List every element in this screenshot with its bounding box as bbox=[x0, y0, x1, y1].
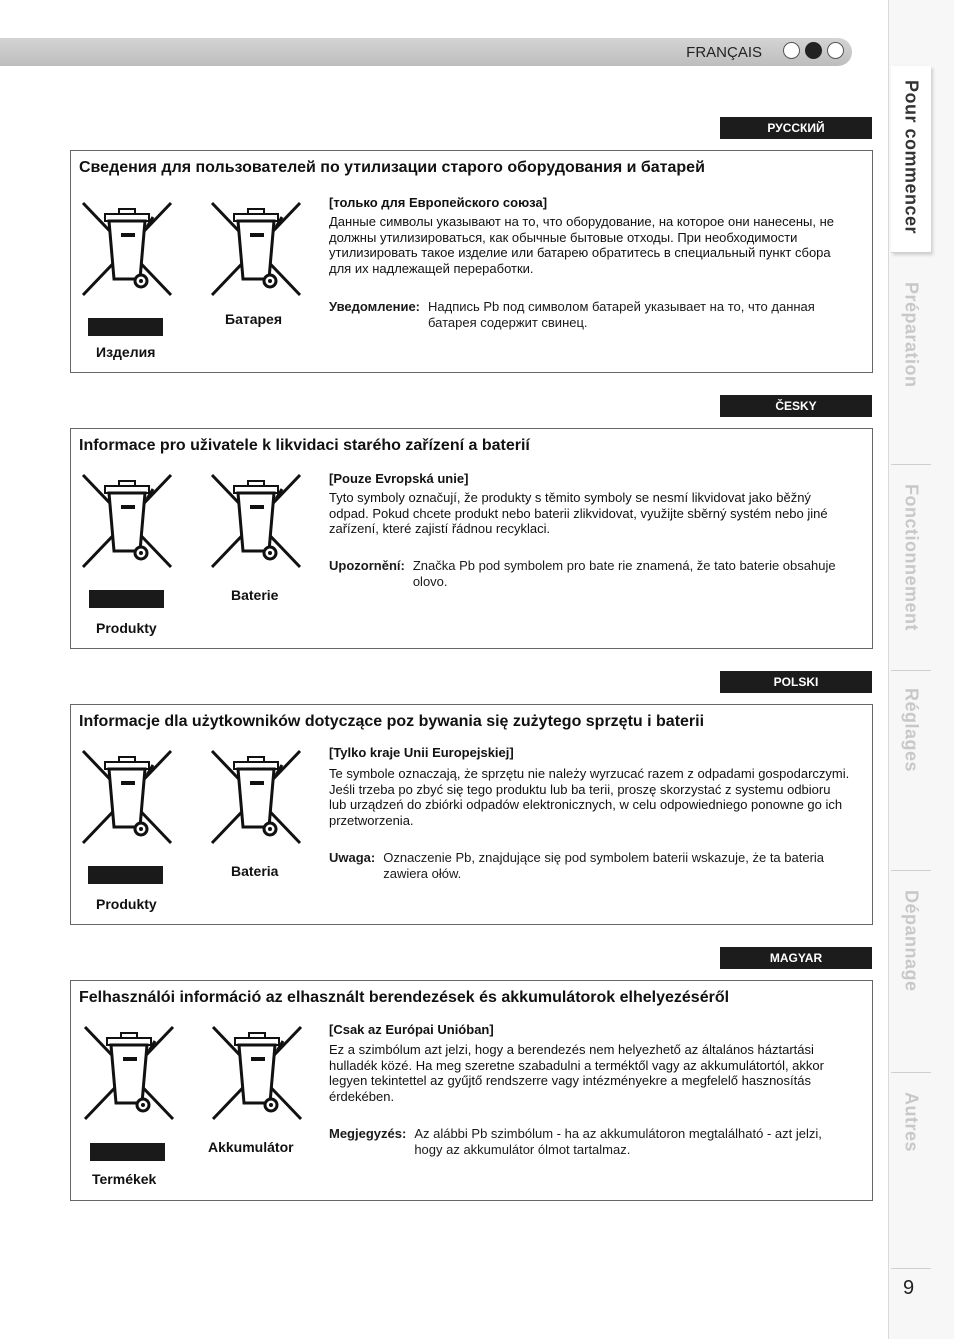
tab-autres[interactable] bbox=[891, 1078, 931, 1269]
battery-caption: Bateria bbox=[231, 863, 279, 879]
tab-label: Fonctionnement bbox=[901, 484, 922, 631]
product-marking-bar bbox=[88, 866, 163, 884]
tab-label: Dépannage bbox=[901, 890, 922, 992]
crossed-bin-icon bbox=[209, 1023, 305, 1123]
products-caption: Termékek bbox=[92, 1171, 157, 1187]
section-language-label: POLSKI bbox=[720, 671, 872, 693]
products-caption: Produkty bbox=[96, 896, 157, 912]
product-marking-bar bbox=[90, 1143, 165, 1161]
product-marking-bar bbox=[88, 318, 163, 336]
products-caption: Изделия bbox=[96, 344, 156, 360]
note-label: Megjegyzés: bbox=[329, 1126, 407, 1141]
chapter-sidebar bbox=[888, 0, 954, 1339]
language-dot bbox=[783, 42, 800, 59]
products-caption: Produkty bbox=[96, 620, 157, 636]
description: Te symbole oznaczają, że sprzętu nie należy wyrzucać razem z odpadami gospodarczymi. Jeśli trzeba po zbyć się tego produktu lub ba terii, proszę skorzystać z systemu odbioru lub urządzeń do zbiórki odpadów elektronicznych, w celu odpowiedniego ponowne go ich przetworzenia. bbox=[329, 766, 850, 828]
description: Данные символы указывают на то, что оборудование, на которое они нанесены, не должны утилизироваться, как обычные бытовые отходы. При необходимости утилизировать такое изделие или батарею обратитесь в специальный пункт сбора для их надлежащей переработки. bbox=[329, 214, 834, 276]
note-label: Upozornění: bbox=[329, 558, 405, 573]
language-dot-active bbox=[805, 42, 822, 59]
product-marking-bar bbox=[89, 590, 164, 608]
disposal-info-box bbox=[70, 150, 873, 373]
box-title: Informace pro uživatele k likvidaci starého zařízení a baterií bbox=[79, 437, 530, 454]
section-language-label: ČESKY bbox=[720, 395, 872, 417]
crossed-bin-icon bbox=[208, 471, 304, 571]
note bbox=[329, 850, 851, 881]
box-title: Сведения для пользователей по утилизации старого оборудования и батарей bbox=[79, 159, 705, 176]
crossed-bin-icon bbox=[208, 199, 304, 299]
crossed-bin-icon bbox=[81, 1023, 177, 1123]
battery-caption: Батарея bbox=[225, 311, 282, 327]
tab-pour-commencer[interactable] bbox=[891, 66, 931, 253]
eu-heading: [Tylko kraje Unii Europejskiej] bbox=[329, 745, 514, 760]
tab-label: Autres bbox=[901, 1092, 922, 1153]
tab-label: Réglages bbox=[901, 688, 922, 773]
note-text: Značka Pb pod symbolem pro bate rie znamená, že tato baterie obsahuje olovo. bbox=[412, 558, 836, 589]
tab-fonctionnement[interactable] bbox=[891, 470, 931, 671]
crossed-bin-icon bbox=[79, 199, 175, 299]
header-dots bbox=[783, 42, 844, 59]
tab-preparation[interactable] bbox=[891, 268, 931, 465]
header-bar bbox=[0, 38, 852, 66]
crossed-bin-icon bbox=[208, 747, 304, 847]
battery-caption: Akkumulátor bbox=[208, 1139, 294, 1155]
section-language-label: MAGYAR bbox=[720, 947, 872, 969]
tab-depannage[interactable] bbox=[891, 876, 931, 1073]
box-title: Felhasználói információ az elhasznált berendezések és akkumulátorok elhelyezéséről bbox=[79, 989, 730, 1006]
eu-heading: [Pouze Evropská unie] bbox=[329, 471, 469, 486]
tab-label: Pour commencer bbox=[901, 80, 922, 235]
eu-heading: [Csak az Európai Unióban] bbox=[329, 1022, 494, 1037]
note bbox=[329, 1126, 851, 1157]
language-dot bbox=[827, 42, 844, 59]
description: Tyto symboly označují, že produkty s těmito symboly se nesmí likvidovat jako běžný odpad. Pokud chcete produkt nebo baterii zlikvidovat, využijte sběrný systém nebo jiné zařízení, které zajistí řádnou recyklaci. bbox=[329, 490, 828, 536]
disposal-info-box bbox=[70, 428, 873, 649]
crossed-bin-icon bbox=[79, 747, 175, 847]
crossed-bin-icon bbox=[79, 471, 175, 571]
disposal-info-box bbox=[70, 980, 873, 1201]
page-number: 9 bbox=[903, 1277, 915, 1299]
tab-label: Préparation bbox=[901, 282, 922, 388]
note-label: Uwaga: bbox=[329, 850, 376, 865]
eu-heading: [только для Европейского союза] bbox=[329, 195, 548, 210]
section-language-label: РУССКИЙ bbox=[720, 117, 872, 139]
battery-caption: Baterie bbox=[231, 587, 279, 603]
note bbox=[329, 558, 851, 589]
header-language: FRANÇAIS bbox=[686, 44, 762, 61]
box-title: Informacje dla użytkowników dotyczące poz bywania się zużytego sprzętu i baterii bbox=[79, 713, 705, 730]
note-text: Az alábbi Pb szimbólum - ha az akkumulátoron megtalálható - azt jelzi, hogy az akkumulátor ólmot tartalmaz. bbox=[414, 1126, 822, 1157]
note-text: Oznaczenie Pb, znajdujące się pod symbolem baterii wskazuje, że ta bateria zawiera ołów. bbox=[383, 850, 825, 881]
disposal-info-box bbox=[70, 704, 873, 925]
note bbox=[329, 299, 851, 330]
note-label: Уведомление: bbox=[329, 299, 420, 314]
description: Ez a szimbólum azt jelzi, hogy a berendezés nem helyezhető az általános háztartási hulladék közé. Ha meg szeretne szabadulni a terméktől vagy az akkumulátortól, akkor legyen tekintettel az gyűjtő rendszerre vagy intézményekre a megfelelő hasznosítás érdekében. bbox=[329, 1042, 824, 1104]
tab-reglages[interactable] bbox=[891, 674, 931, 871]
note-text: Надпись Pb под символом батарей указывает на то, что данная батарея содержит свинец. bbox=[428, 299, 815, 330]
